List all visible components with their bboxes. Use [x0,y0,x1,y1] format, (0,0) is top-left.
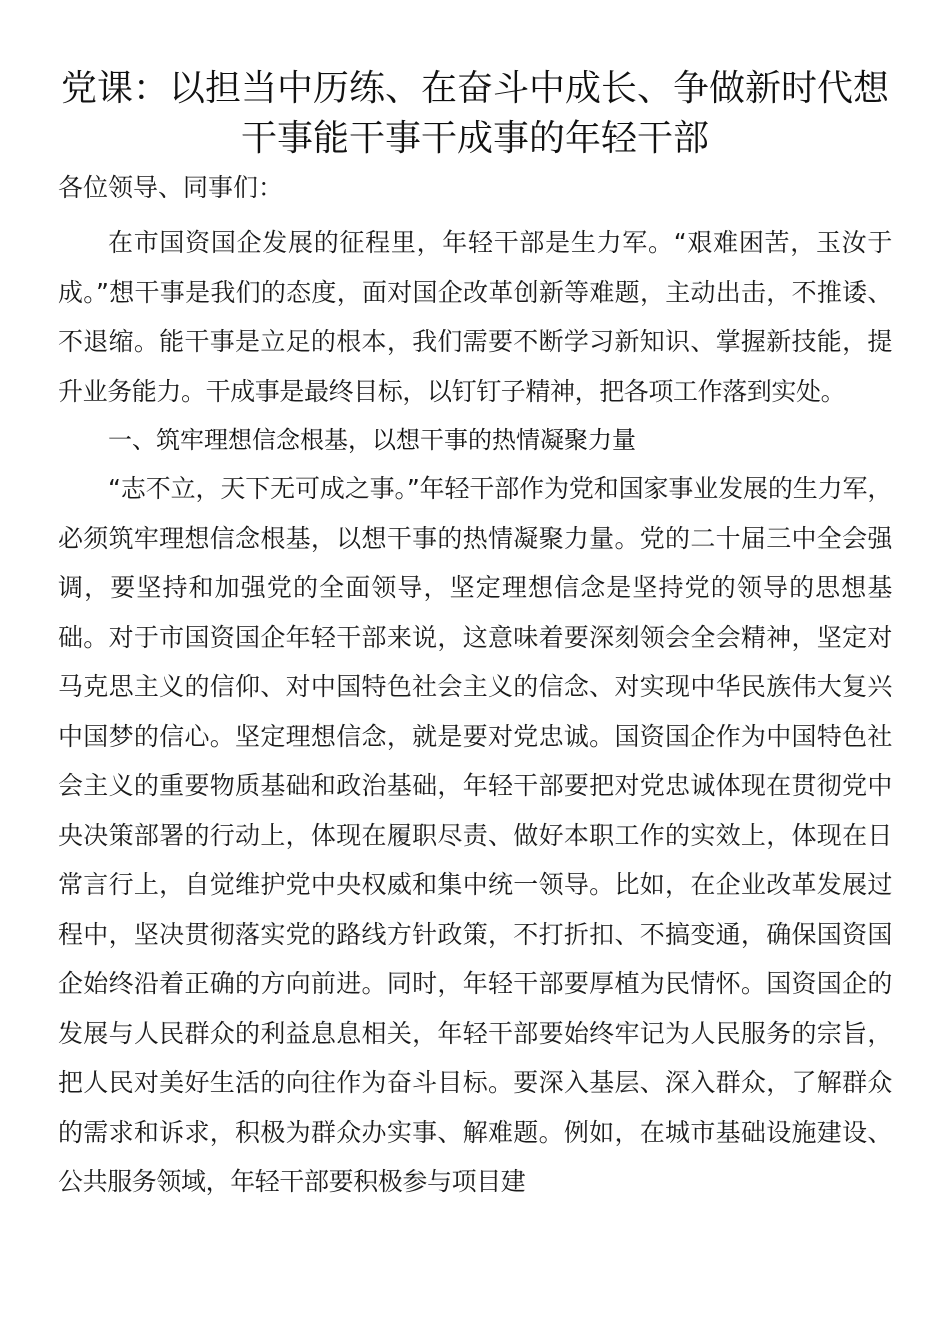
intro-paragraph: 在市国资国企发展的征程里，年轻干部是生力军。“艰难困苦，玉汝于成。”想干事是我们的态度，面对国企改革创新等难题，主动出击，不推诿、不退缩。能干事是立足的根本，我们需要不断学习新知识、掌握新技能，提升业务能力。干成事是最终目标，以钉钉子精神，把各项工作落到实处。 [58,228,892,406]
document-title: 党课：以担当中历练、在奋斗中成长、争做新时代想干事能干事干成事的年轻干部 [60,68,889,159]
section-1-heading: 一、筑牢理想信念根基，以想干事的热情凝聚力量 [108,426,636,454]
document-page [58,64,892,1207]
salutation: 各位领导、同事们： [58,173,284,202]
section-1-paragraph: “志不立，天下无可成之事。”年轻干部作为党和国家事业发展的生力军，必须筑牢理想信念根基，以想干事的热情凝聚力量。党的二十届三中全会强调，要坚持和加强党的全面领导，坚定理想信念是坚持党的领导的思想基础。对于市国资国企年轻干部来说，这意味着要深刻领会全会精神，坚定对马克思主义的信仰、对中国特色社会主义的信念、对实现中华民族伟大复兴中国梦的信心。坚定理想信念，就是要对党忠诚。国资国企作为中国特色社会主义的重要物质基础和政治基础，年轻干部要把对党忠诚体现在贯彻党中央决策部署的行动上，体现在履职尽责、做好本职工作的实效上，体现在日常言行上，自觉维护党中央权威和集中统一领导。比如，在企业改革发展过程中，坚决贯彻落实党的路线方针政策，不打折扣、不搞变通，确保国资国企始终沿着正确的方向前进。同时，年轻干部要厚植为民情怀。国资国企的发展与人民群众的利益息息相关，年轻干部要始终牢记为人民服务的宗旨，把人民对美好生活的向往作为奋斗目标。要深入基层、深入群众，了解群众的需求和诉求，积极为群众办实事、解难题。例如，在城市基础设施建设、公共服务领域，年轻干部要积极参与项目建 [58,474,892,1196]
